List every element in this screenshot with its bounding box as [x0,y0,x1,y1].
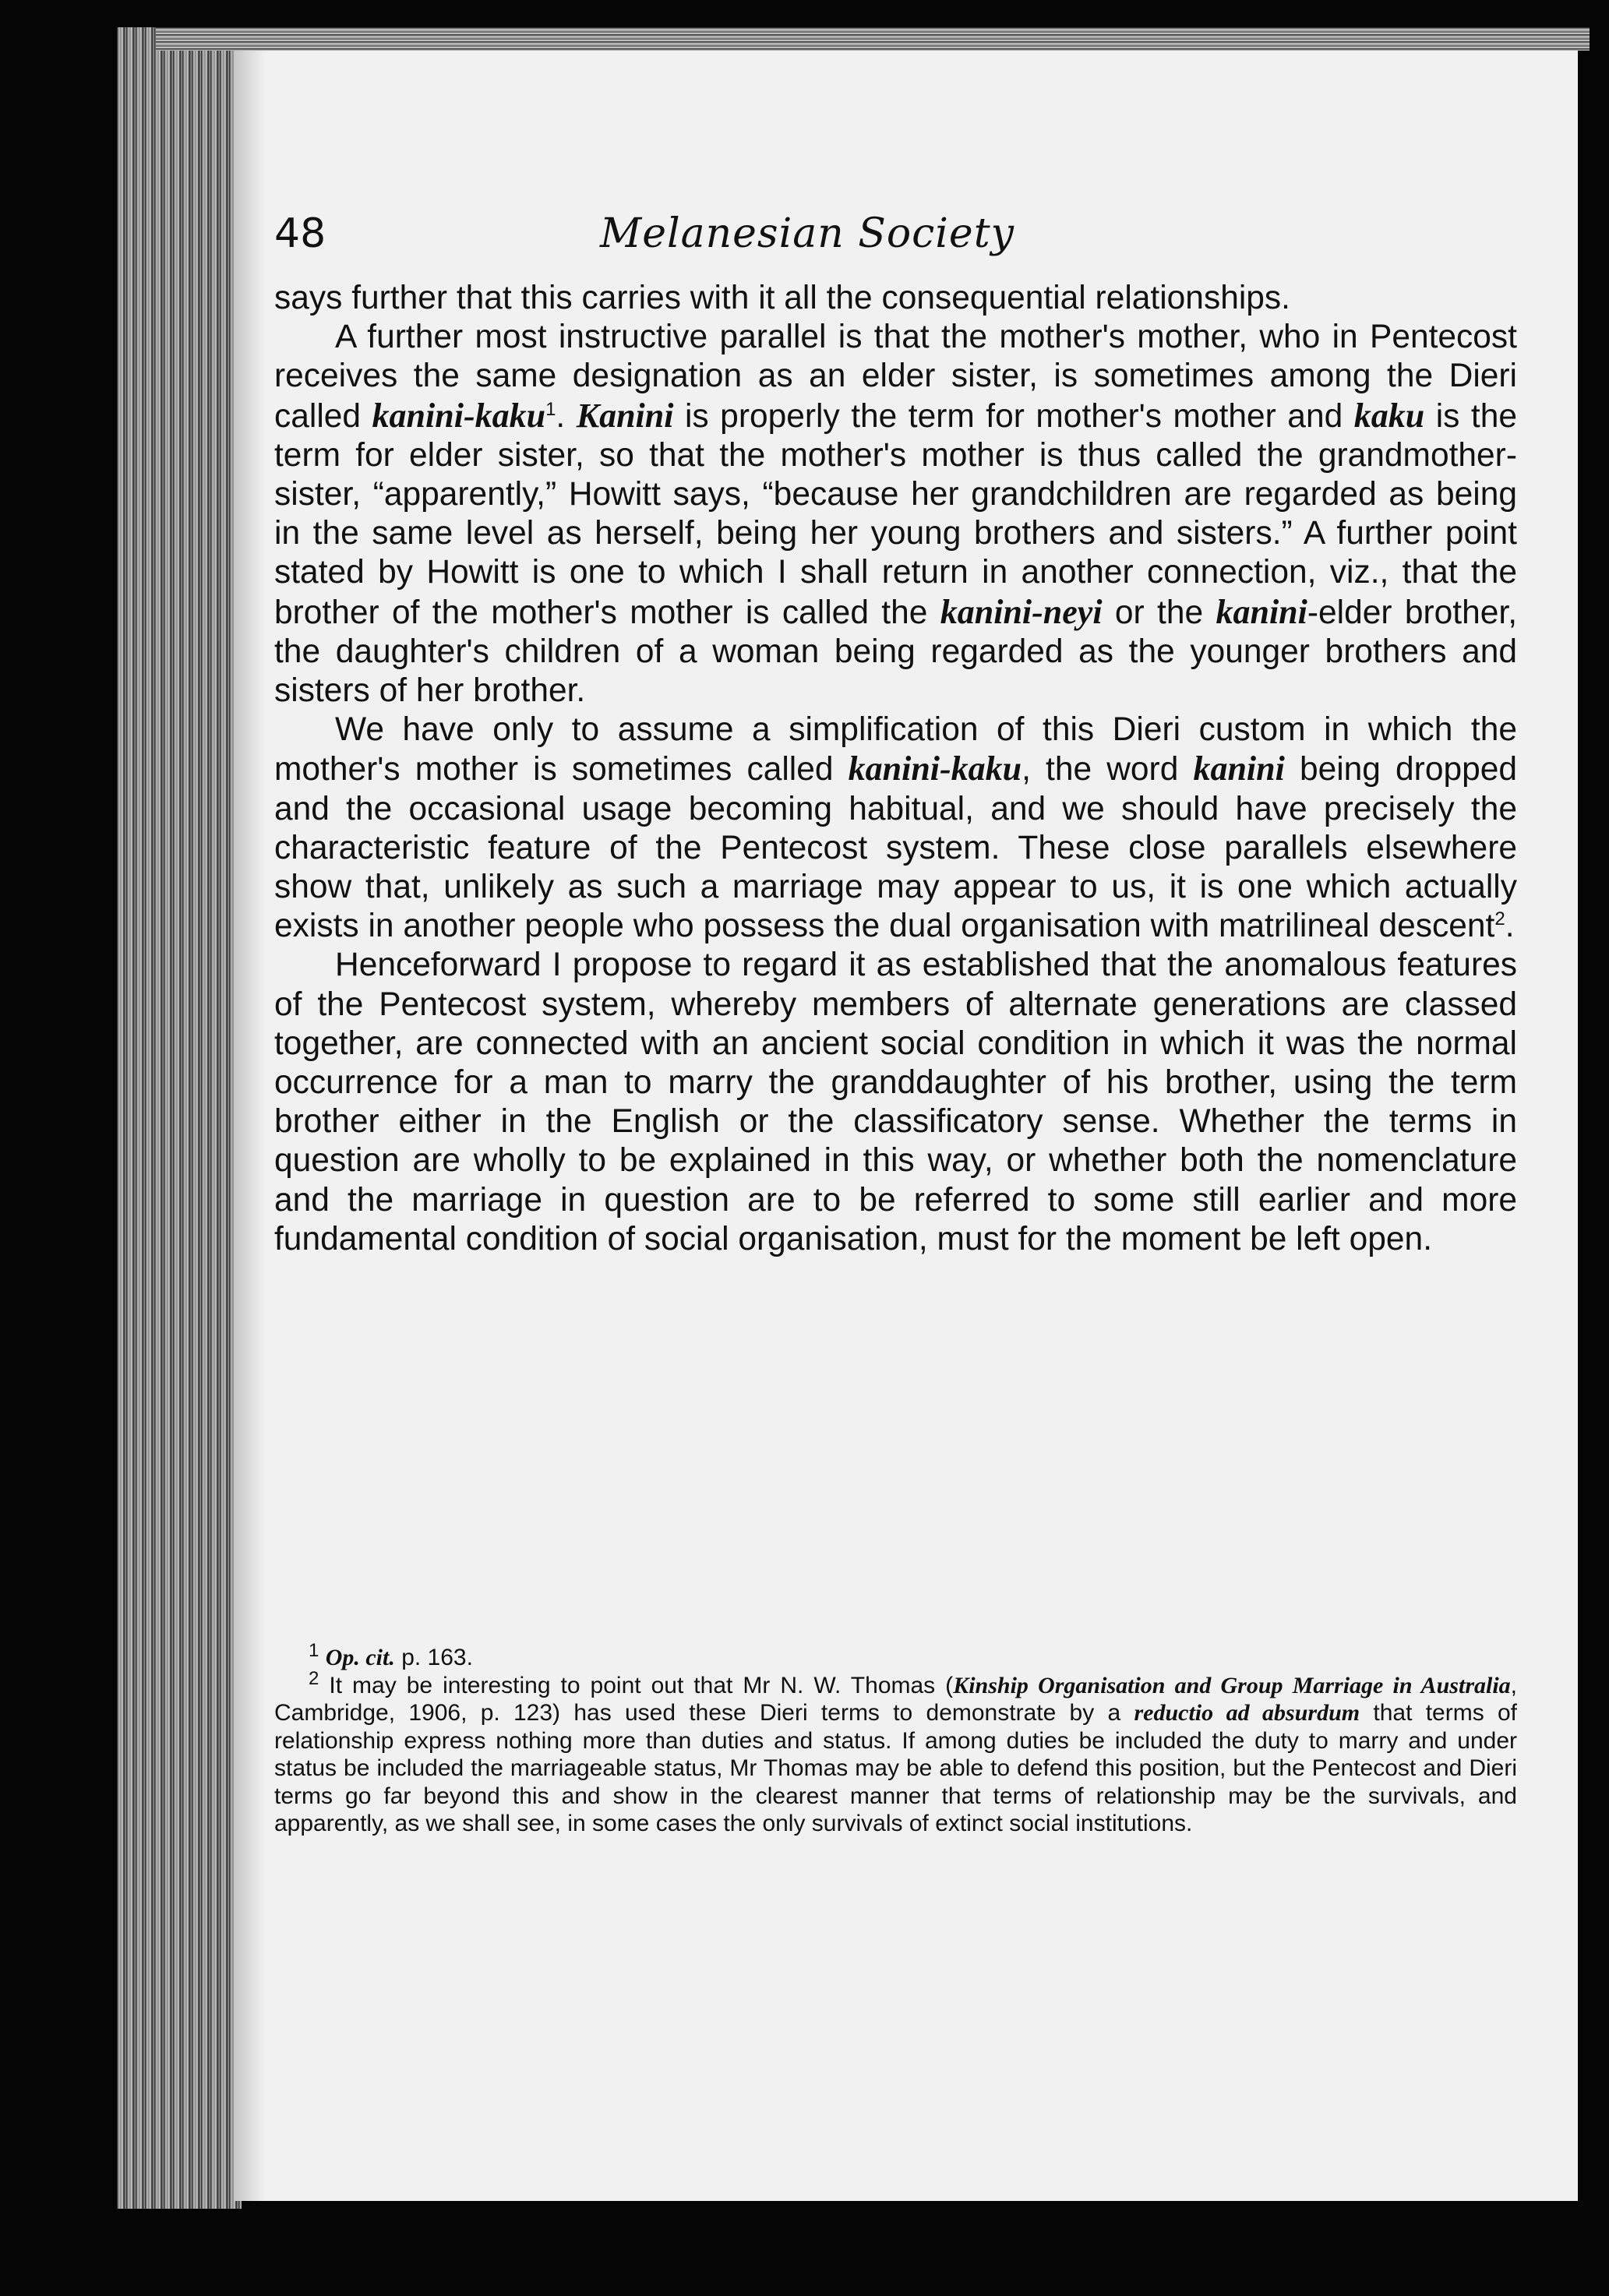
paragraph-4: Henceforward I propose to regard it as established that the anomalous features of the Pentecost system, whereby members of alternate generations are classed together, are connected with an ancient social condition in which it was the normal occurrence for a man to marry the granddaughter of his brother, using the term brother either in the English or the classificatory sense. Whether the terms in question are wholly to be explained in this way, or whether both the nomenclature and the marriage in question are to be referred to some still earlier and more fundamental condition of social organisation, must for the moment be left open. [274,947,1517,1257]
text-run: We have only to assume a simplification of this Dieri custom in which the mother's mother is sometimes called [274,711,1517,788]
term-kanini-kaku: kanini-kaku [372,396,546,435]
text-run: is properly the term for mother's mother and [673,397,1354,435]
term-kanini: kanini [1193,749,1285,788]
text-run: is the term for elder sister, so that the mother's mother is thus called the grandmother-sister, “apparently,” Howitt says, “because her grandchildren are regarded as being in the same level as herself, being her young brothers and sisters.” A further point stated by Howitt is one to which I shall return in another connection, viz., that the brother of the mother's mother is called the [274,397,1517,631]
running-title: Melanesian Society [600,210,1014,257]
page-number: 48 [274,210,326,257]
footnote-ref-1: 1 [545,398,556,420]
footnote-ref-2: 2 [1494,908,1505,930]
book-title: Kinship Organisation and Group Marriage in Australia [953,1672,1511,1698]
text-run: that terms of relationship express nothing more than duties and status. If among duties be included the duty to marry and under status be included the marriageable status, Mr Thomas may be able to defend this position, but the Pentecost and Dieri terms go far beyond this and show in the clearest manner that terms of relationship may be the survivals, and apparently, as we shall see, in some cases the only survivals of extinct social institutions. [274,1700,1517,1836]
paragraph-3 [274,711,1517,946]
latin-phrase: reductio ad absurdum [1134,1700,1360,1726]
running-header [274,210,1209,265]
text-run: . [556,397,577,435]
term-kanini-kaku: kanini-kaku [848,749,1022,788]
book-top-edges [156,27,1590,51]
footnote-2 [274,1667,1518,1838]
footnote-marker: 2 [309,1667,319,1689]
text-run: p. 163. [394,1645,473,1670]
body-text [274,279,1517,1259]
text-run: . [1505,908,1515,945]
text-run: being dropped and the occasional usage becoming habitual, and we should have precisely the characteristic feature of the Pentecost system. These close parallels elsewhere show that, unlikely as such a marriage may appear to us, it is one which actually exists in another people who possess the dual organisation with matrilineal descent [274,751,1518,945]
gutter-shadow [234,51,265,2201]
text-run: -elder brother, the daughter's children of a woman being regarded as the younger brothers and sisters of her brother. [274,594,1518,710]
paragraph-2 [274,318,1517,711]
footnote-citation: Op. cit. [325,1645,395,1670]
footnote-marker: 1 [309,1640,319,1661]
term-kanini: Kanini [576,396,674,435]
text-run: , Cambridge, 1906, p. 123) has used these Dieri terms to demonstrate by a [274,1672,1518,1726]
term-kanini: kanini [1216,592,1307,631]
footnote-1 [274,1640,1517,1672]
book-page-edges [117,27,242,2209]
text-run: or the [1102,594,1216,631]
footnotes [274,1640,1518,1838]
paragraph-1: says further that this carries with it all the consequential relationships. [274,280,1290,316]
text-run: , the word [1022,751,1194,788]
text-run: It may be interesting to point out that Mr N. W. Thomas ( [319,1672,954,1698]
term-kanini-neyi: kanini-neyi [940,592,1103,631]
text-run: A further most instructive parallel is that the mother's mother, who in Pentecost receives the same designation as an elder sister, is sometimes among the Dieri called [274,319,1517,435]
term-kaku: kaku [1353,396,1425,435]
